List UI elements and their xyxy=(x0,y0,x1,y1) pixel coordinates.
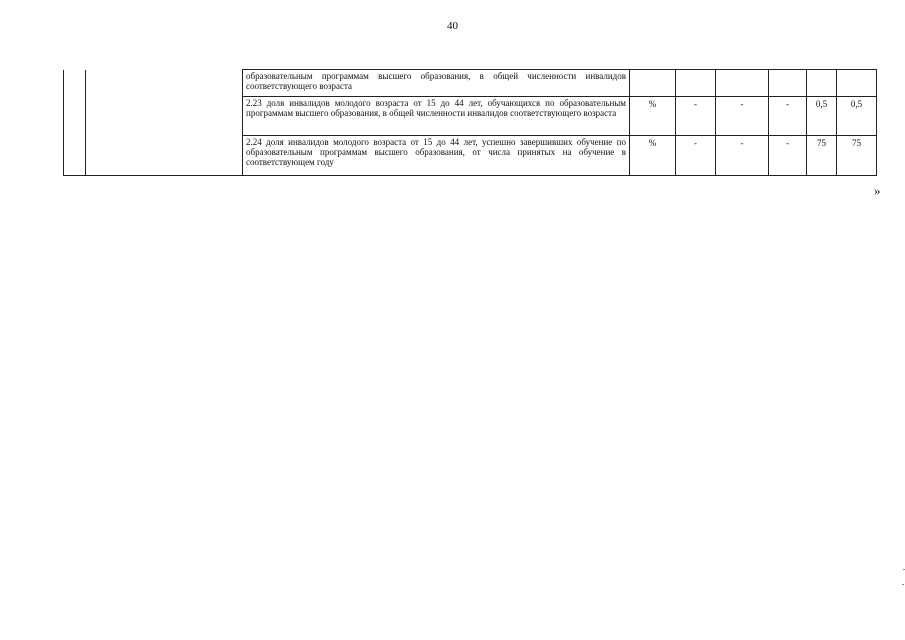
value-cell: - xyxy=(769,97,807,135)
page-number: 40 xyxy=(447,20,458,32)
value-cell xyxy=(716,70,769,97)
value-cell: - xyxy=(716,135,769,175)
value-cell: - xyxy=(769,135,807,175)
value-cell: - xyxy=(716,97,769,135)
unit-cell xyxy=(630,70,676,97)
value-cell xyxy=(807,70,837,97)
value-cell: 0,5 xyxy=(837,97,877,135)
name-column-cell xyxy=(86,70,243,176)
index-column-cell xyxy=(64,70,86,176)
indicators-table xyxy=(63,69,877,176)
scan-artifact xyxy=(902,584,904,585)
unit-cell: % xyxy=(630,97,676,135)
value-cell: - xyxy=(676,97,716,135)
indicator-description: 2.23 доля инвалидов молодого возраста от 15 до 44 лет, обучающихся по образовательным программам высшего образования, в общей численности инвалидов соответствующего возраста xyxy=(243,97,630,135)
value-cell xyxy=(769,70,807,97)
indicator-description: 2.24 доля инвалидов молодого возраста от 15 до 44 лет, успешно завершивших обучение по образовательным программам высшего образования, от числа принятых на обучение в соответствующем году xyxy=(243,135,630,175)
value-cell: 0,5 xyxy=(807,97,837,135)
value-cell xyxy=(676,70,716,97)
value-cell: 75 xyxy=(807,135,837,175)
closing-quote: » xyxy=(874,183,881,198)
value-cell: 75 xyxy=(837,135,877,175)
indicator-description: образовательным программам высшего образования, в общей численности инвалидов соответствующего возраста xyxy=(243,70,630,97)
unit-cell: % xyxy=(630,135,676,175)
value-cell xyxy=(837,70,877,97)
table-row xyxy=(64,70,877,97)
value-cell: - xyxy=(676,135,716,175)
